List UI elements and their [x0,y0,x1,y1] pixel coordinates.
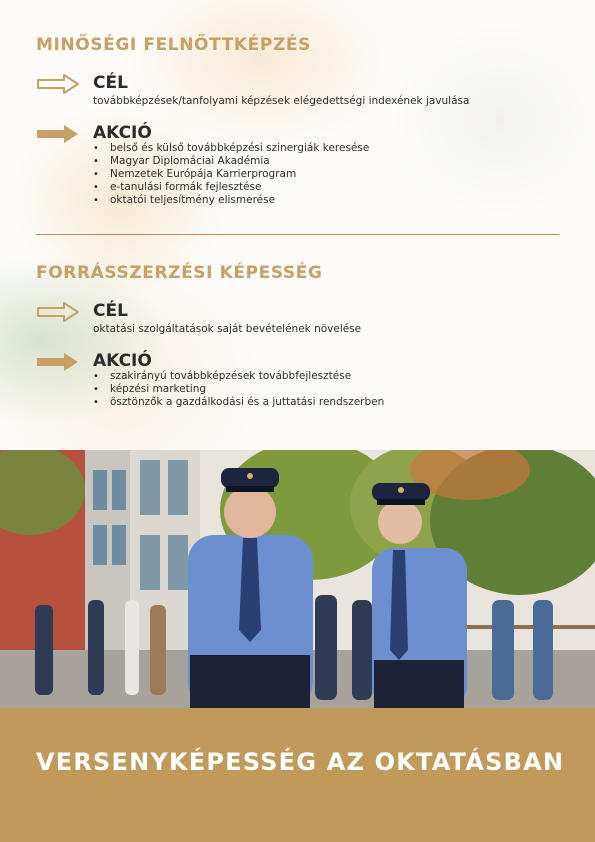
action-block [36,123,561,213]
list-item: • Magyar Diplomáciai Akadémia [93,155,369,168]
action-label: AKCIÓ [93,351,152,371]
list-item: • oktatói teljesítmény elismerése [93,194,369,207]
list-item: • szakirányú továbbképzések továbbfejlesztése [93,370,384,383]
solid-arrow-icon [36,351,80,373]
solid-arrow-icon [36,123,80,145]
section-fundraising [36,263,561,408]
footer-band [0,708,595,842]
outline-arrow-icon [36,73,80,95]
section-title: FORRÁSSZERZÉSI KÉPESSÉG [36,263,323,283]
goal-label: CÉL [93,301,128,321]
goal-text: továbbképzések/tanfolyami képzések elégedettségi indexének javulása [93,95,470,107]
action-label: AKCIÓ [93,123,152,143]
outline-arrow-icon [36,301,80,323]
action-list [93,142,369,207]
list-item: • Nemzetek Európája Karrierprogram [93,168,369,181]
list-item: • képzési marketing [93,383,384,396]
list-item: • e-tanulási formák fejlesztése [93,181,369,194]
goal-text: oktatási szolgáltatások saját bevételének növelése [93,323,362,335]
section-title: MINŐSÉGI FELNŐTTKÉPZÉS [36,35,311,55]
list-item: • belső és külső továbbképzési szinergiák keresése [93,142,369,155]
action-list [93,370,384,409]
section-adult-education [36,35,561,206]
officers-photo-illustration [0,450,595,708]
goal-block [36,73,561,107]
officers-photo [0,450,595,708]
action-block [36,351,561,411]
footer-title: VERSENYKÉPESSÉG AZ OKTATÁSBAN [36,748,565,776]
goal-label: CÉL [93,73,128,93]
section-divider [36,234,559,235]
list-item: • ösztönzők a gazdálkodási és a juttatási rendszerben [93,396,384,409]
goal-block [36,301,561,335]
